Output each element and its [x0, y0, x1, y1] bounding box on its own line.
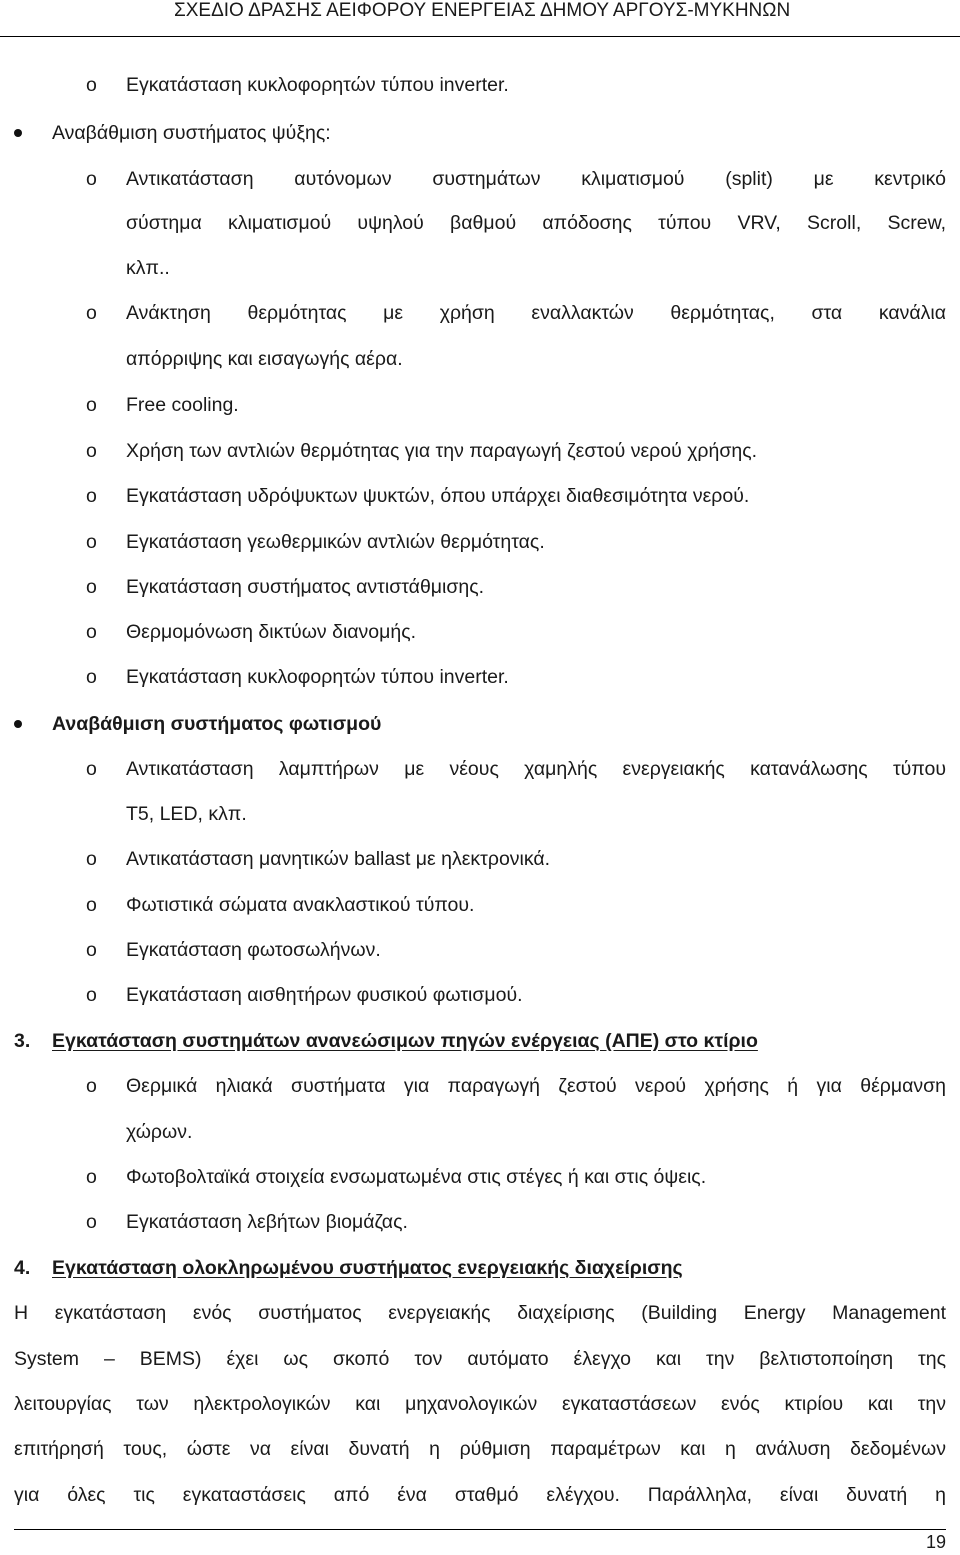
sub-bullet: o: [86, 74, 97, 96]
sub-bullet: o: [86, 531, 97, 553]
list-item: Εγκατάσταση λεβήτων βιομάζας.: [126, 1211, 408, 1233]
page-number: 19: [925, 1532, 946, 1552]
paragraph-line: για όλες τις εγκαταστάσεις από ένα σταθμό ελέγχου. Παράλληλα, είναι δυνατή η: [14, 1484, 946, 1506]
sub-bullet: o: [86, 168, 97, 190]
list-item-continuation: κλπ..: [126, 257, 170, 279]
sub-bullet: o: [86, 621, 97, 643]
sub-bullet: o: [86, 1166, 97, 1188]
section-number: 3.: [14, 1030, 31, 1052]
list-item-continuation: σύστημα κλιματισμού υψηλού βαθμού απόδοσης τύπου VRV, Scroll, Screw,: [126, 212, 946, 234]
list-item-continuation: T5, LED, κλπ.: [126, 803, 247, 825]
list-heading: Αναβάθμιση συστήματος ψύξης:: [52, 122, 331, 144]
sub-bullet: o: [86, 302, 97, 324]
paragraph-line: Η εγκατάσταση ενός συστήματος ενεργειακής διαχείρισης (Building Energy Management: [14, 1302, 946, 1324]
bullet-dot: [14, 720, 22, 728]
list-item: Εγκατάσταση κυκλοφορητών τύπου inverter.: [126, 74, 509, 96]
list-item: Ανάκτηση θερμότητας με χρήση εναλλακτών θερμότητας, στα κανάλια: [126, 302, 946, 324]
document-title: ΣΧΕΔΙΟ ΔΡΑΣΗΣ ΑΕΙΦΟΡΟΥ ΕΝΕΡΓΕΙΑΣ ΔΗΜΟΥ ΑΡΓΟΥΣ-ΜΥΚΗΝΩΝ: [174, 0, 791, 21]
section-heading: Εγκατάσταση ολοκληρωμένου συστήματος ενεργειακής διαχείρισης: [52, 1257, 683, 1279]
list-item: Χρήση των αντλιών θερμότητας για την παραγωγή ζεστού νερού χρήσης.: [126, 440, 758, 462]
list-item: Εγκατάσταση γεωθερμικών αντλιών θερμότητας.: [126, 531, 545, 553]
footer-divider: [14, 1529, 946, 1530]
list-item: Φωτιστικά σώματα ανακλαστικού τύπου.: [126, 894, 475, 916]
paragraph-line: System – BEMS) έχει ως σκοπό τον αυτόματο έλεγχο και την βελτιστοποίηση της: [14, 1348, 946, 1370]
list-item: Αντικατάσταση λαμπτήρων με νέους χαμηλής ενεργειακής κατανάλωσης τύπου: [126, 758, 946, 780]
list-item: Εγκατάσταση υδρόψυκτων ψυκτών, όπου υπάρχει διαθεσιμότητα νερού.: [126, 485, 750, 507]
section-heading: Εγκατάσταση συστημάτων ανανεώσιμων πηγών ενέργειας (ΑΠΕ) στο κτίριο: [52, 1030, 758, 1052]
sub-bullet: o: [86, 848, 97, 870]
list-item: Αντικατάσταση μανητικών ballast με ηλεκτρονικά.: [126, 848, 551, 870]
paragraph-line: επιτήρησή τους, ώστε να είναι δυνατή η ρύθμιση παραμέτρων και η ανάλυση δεδομένων: [14, 1438, 946, 1460]
sub-bullet: o: [86, 485, 97, 507]
sub-bullet: o: [86, 939, 97, 961]
list-item: Φωτοβολταϊκά στοιχεία ενσωματωμένα στις στέγες ή και στις όψεις.: [126, 1166, 707, 1188]
sub-bullet: o: [86, 440, 97, 462]
list-item: Εγκατάσταση αισθητήρων φυσικού φωτισμού.: [126, 984, 523, 1006]
list-item-continuation: απόρριψης και εισαγωγής αέρα.: [126, 348, 403, 370]
section-number: 4.: [14, 1257, 31, 1279]
sub-bullet: o: [86, 758, 97, 780]
sub-bullet: o: [86, 1075, 97, 1097]
paragraph-line: λειτουργίας των ηλεκτρολογικών και μηχανολογικών εγκαταστάσεων ενός κτιρίου και την: [14, 1393, 946, 1415]
list-item-continuation: χώρων.: [126, 1121, 193, 1143]
list-item: Εγκατάσταση κυκλοφορητών τύπου inverter.: [126, 666, 509, 688]
sub-bullet: o: [86, 1211, 97, 1233]
list-item: Free cooling.: [126, 394, 239, 416]
list-item: Θερμικά ηλιακά συστήματα για παραγωγή ζεστού νερού χρήσης ή για θέρμανση: [126, 1075, 946, 1097]
list-item: Εγκατάσταση συστήματος αντιστάθμισης.: [126, 576, 485, 598]
sub-bullet: o: [86, 666, 97, 688]
sub-bullet: o: [86, 894, 97, 916]
list-item: Εγκατάσταση φωτοσωλήνων.: [126, 939, 381, 961]
sub-bullet: o: [86, 394, 97, 416]
bullet-dot: [14, 129, 22, 137]
sub-bullet: o: [86, 984, 97, 1006]
list-item: Αντικατάσταση αυτόνομων συστημάτων κλιματισμού (split) με κεντρικό: [126, 168, 946, 190]
list-heading: Αναβάθμιση συστήματος φωτισμού: [52, 713, 382, 735]
sub-bullet: o: [86, 576, 97, 598]
list-item: Θερμομόνωση δικτύων διανομής.: [126, 621, 417, 643]
page-header: [0, 0, 960, 37]
